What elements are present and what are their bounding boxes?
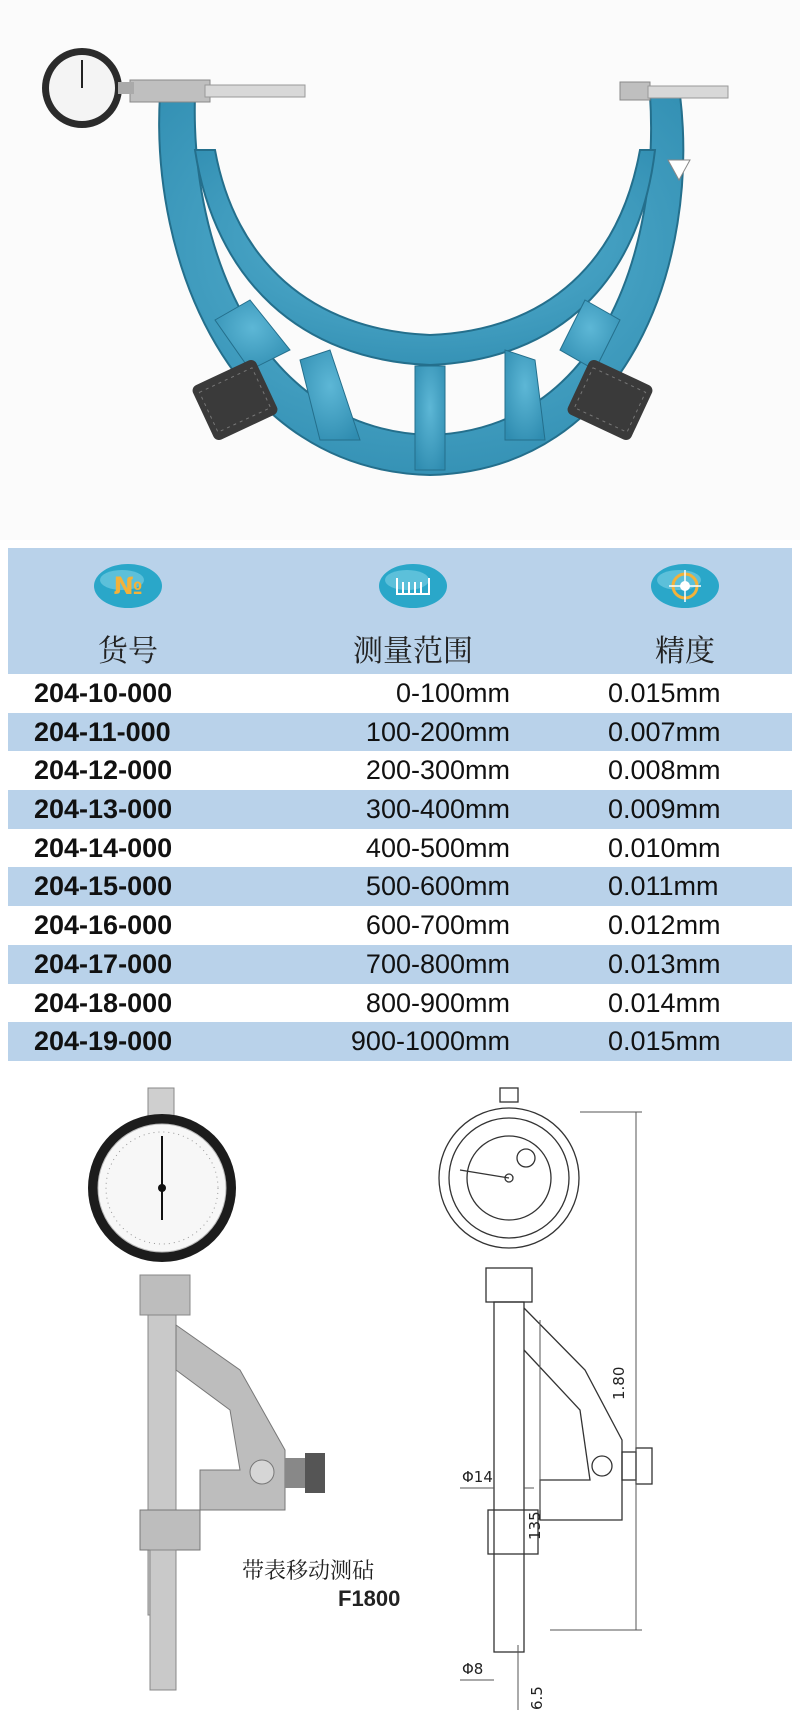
cell-range: 700-800mm bbox=[365, 948, 510, 979]
cell-precision: 0.010mm bbox=[608, 832, 721, 863]
accessory-name: 带表移动测砧 bbox=[242, 1558, 375, 1583]
cell-item-no: 204-10-000 bbox=[34, 678, 173, 708]
table-row bbox=[8, 1022, 792, 1061]
cell-item-no: 204-12-000 bbox=[34, 755, 173, 786]
cell-range: 300-400mm bbox=[365, 794, 510, 825]
cell-item-no: 204-16-000 bbox=[34, 910, 173, 941]
target-badge-icon bbox=[649, 562, 721, 610]
header-label-range: 测量范围 bbox=[353, 634, 473, 669]
table-header bbox=[8, 548, 792, 674]
cell-item-no: 204-19-000 bbox=[34, 1026, 173, 1057]
header-label-item-no: 货号 bbox=[98, 634, 158, 669]
table-row bbox=[8, 867, 792, 906]
cell-precision: 0.007mm bbox=[608, 716, 721, 747]
cell-precision: 0.015mm bbox=[608, 1026, 721, 1057]
dim-height-label: 1.80 bbox=[610, 1366, 628, 1400]
header-col-precision bbox=[578, 548, 792, 674]
cell-range: 200-300mm bbox=[365, 755, 510, 786]
table-row bbox=[8, 790, 792, 829]
cell-range: 0-100mm bbox=[395, 678, 510, 708]
dial-anvil-photo bbox=[0, 1070, 400, 1720]
accessory-section bbox=[0, 1070, 800, 1720]
table-row bbox=[8, 906, 792, 945]
cell-precision: 0.011mm bbox=[608, 871, 719, 902]
cell-item-no: 204-14-000 bbox=[34, 832, 173, 863]
cell-item-no: 204-18-000 bbox=[34, 987, 173, 1018]
table-row bbox=[8, 945, 792, 984]
cell-range: 600-700mm bbox=[365, 910, 510, 941]
table-row bbox=[8, 674, 792, 713]
cell-precision: 0.012mm bbox=[608, 910, 721, 941]
cell-item-no: 204-13-000 bbox=[34, 794, 173, 825]
cell-precision: 0.013mm bbox=[608, 948, 721, 979]
table-row bbox=[8, 984, 792, 1023]
technical-drawing bbox=[400, 1070, 800, 1720]
header-col-range bbox=[248, 548, 578, 674]
cell-range: 500-600mm bbox=[365, 871, 510, 902]
cell-item-no: 204-17-000 bbox=[34, 948, 173, 979]
header-col-item-no bbox=[8, 548, 248, 674]
cell-range: 900-1000mm bbox=[350, 1026, 510, 1057]
cell-range: 400-500mm bbox=[365, 832, 510, 863]
range-badge-icon bbox=[377, 562, 449, 610]
table-body bbox=[8, 674, 792, 1061]
table-row bbox=[8, 751, 792, 790]
cell-precision: 0.009mm bbox=[608, 794, 721, 825]
spec-table bbox=[8, 548, 792, 1061]
dim-phi8-label: Φ8 bbox=[462, 1660, 484, 1678]
cell-item-no: 204-11-000 bbox=[34, 716, 171, 747]
badge-symbol: № bbox=[113, 572, 143, 600]
accessory-code: F1800 bbox=[338, 1586, 401, 1611]
cell-item-no: 204-15-000 bbox=[34, 871, 173, 902]
table-row bbox=[8, 713, 792, 752]
header-label-precision: 精度 bbox=[655, 634, 715, 669]
number-badge-icon bbox=[92, 562, 164, 610]
dim-phi14-label: Φ14 bbox=[462, 1468, 493, 1486]
cell-precision: 0.015mm bbox=[608, 678, 721, 708]
dim-135-label: 135 bbox=[526, 1511, 544, 1540]
table-row bbox=[8, 829, 792, 868]
cell-range: 100-200mm bbox=[365, 716, 510, 747]
cell-precision: 0.008mm bbox=[608, 755, 721, 786]
cell-precision: 0.014mm bbox=[608, 987, 721, 1018]
cell-range: 800-900mm bbox=[365, 987, 510, 1018]
dim-6-5-label: 6.5 bbox=[528, 1686, 546, 1710]
micrometer-frame-illustration bbox=[0, 0, 800, 540]
micrometer-photo bbox=[0, 0, 800, 540]
